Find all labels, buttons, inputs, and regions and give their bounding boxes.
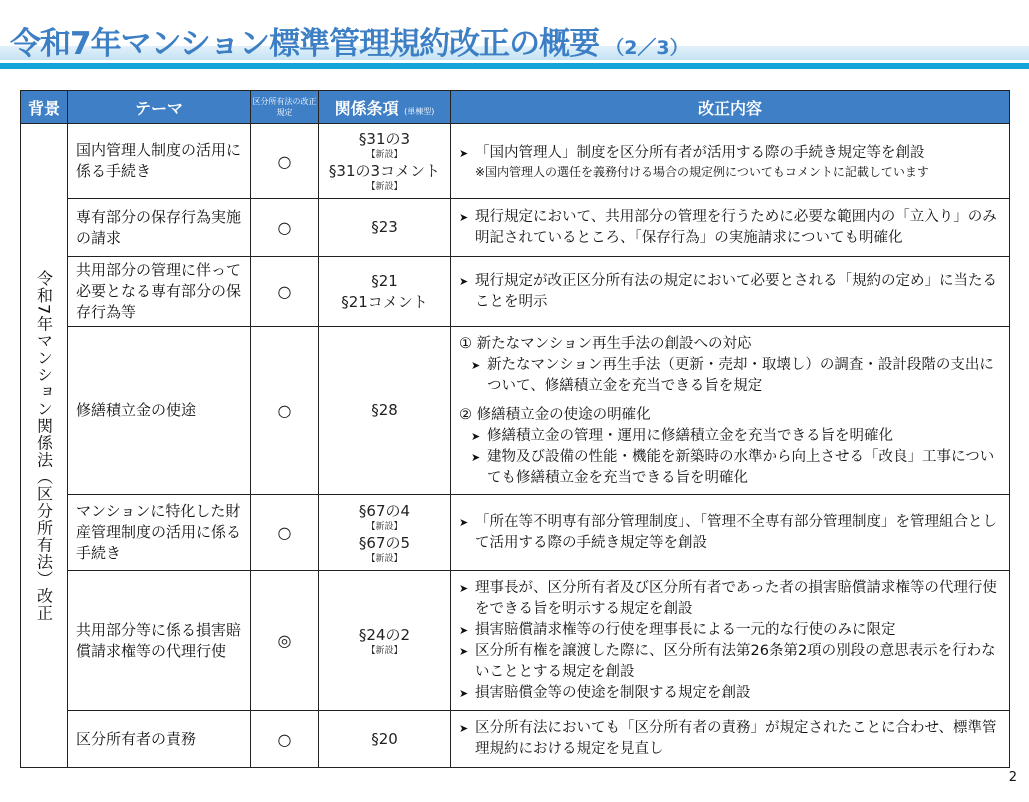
header-articles-label: 関係条項 [334,98,399,118]
page-number: 2 [1008,770,1017,785]
bullet-item [471,426,1001,447]
header-content: 改正内容 [451,91,1010,124]
article-label: §28 [371,401,398,419]
content-cell [451,711,1010,768]
law-mark: ○ [251,199,319,257]
new-badge: 【新設】 [366,521,403,532]
new-badge: 【新設】 [366,150,403,160]
title-sub: （2／3） [605,37,689,59]
theme-cell: 区分所有者の責務 [68,711,251,768]
bullet-arrow-icon: ➤ [459,644,469,658]
article-label: §21 [371,271,398,290]
bullet-text: 損害賠償金等の使途を制限する規定を創設 [475,684,751,701]
bullet-item [459,512,1001,554]
new-badge: 【新設】 [366,182,403,192]
content-note: ※国内管理人の選任を義務付ける場合の規定例についてもコメントに記載しています [475,164,929,179]
content-cell [451,327,1010,495]
articles-cell [319,199,451,257]
background-cell [21,124,68,768]
bullet-arrow-icon: ➤ [459,722,469,735]
bullet-text: 建物及び設備の性能・機能を新築時の水準から向上させる「改良」工事についても修繕積立金を充当できる旨を明確化 [487,449,995,486]
law-mark: ○ [251,711,319,768]
header-background: 背景 [21,91,68,124]
background-label: 令和7年マンション関係法（区分所有法）改正 [34,269,54,622]
header-articles-note: (単棟型) [404,106,435,116]
bullet-arrow-icon: ➤ [459,623,469,637]
law-mark: ○ [251,257,319,327]
bullet-item [459,207,1001,249]
content-cell [451,257,1010,327]
article-label: §21コメント [341,292,428,311]
law-mark: ◎ [251,571,319,711]
bullet-arrow-icon: ➤ [471,451,481,464]
bullet-text: 「所在等不明専有部分管理制度」、「管理不全専有部分管理制度」を管理組合として活用する際の手続き規定等を創設 [475,513,997,551]
bullet-text: 損害賠償請求権等の行使を理事長による一元的な行使のみに限定 [475,621,896,638]
title-main: 令和7年マンション標準管理規約改正の概要 [10,26,600,62]
table-row [21,327,1010,495]
header-law: 区分所有法の改正規定 [251,91,319,124]
bullet-item [459,641,1001,683]
table-row [21,711,1010,768]
table-row [21,124,1010,199]
bullet-arrow-icon: ➤ [459,274,469,288]
theme-cell: 修繕積立金の使途 [68,327,251,495]
section-items [459,355,1001,397]
new-badge: 【新設】 [366,645,403,656]
page-title [10,18,689,63]
new-badge: 【新設】 [366,553,403,564]
bullet-item [459,143,1001,164]
article-label: §23 [371,218,398,236]
theme-cell: 共用部分等に係る損害賠償請求権等の代理行使 [68,571,251,711]
content-section [459,405,1001,489]
law-mark: ○ [251,124,319,199]
theme-cell: マンションに特化した財産管理制度の活用に係る手続き [68,495,251,571]
bullet-item [459,718,1001,760]
section-heading: ① 新たなマンション再生手法の創設への対応 [459,336,752,352]
bullet-arrow-icon: ➤ [459,210,469,224]
content-cell [451,124,1010,199]
theme-cell: 国内管理人制度の活用に係る手続き [68,124,251,199]
bullet-text: 区分所有権を譲渡した際に、区分所有法第26条第2項の別段の意思表示を行わないこととする規定を創設 [475,642,996,680]
table-header-row [21,91,1010,124]
table-row [21,199,1010,257]
articles-cell [319,711,451,768]
bullet-text: 現行規定が改正区分所有法の規定において必要とされる「規約の定め」に当たることを明示 [475,272,997,310]
bullet-text: 修繕積立金の管理・運用に修繕積立金を充当できる旨を明確化 [487,428,893,444]
articles-cell [319,495,451,571]
articles-cell [319,327,451,495]
bullet-arrow-icon: ➤ [471,359,481,372]
bullet-item [459,578,1001,620]
articles-cell [319,571,451,711]
bullet-item [459,683,1001,704]
law-mark: ○ [251,327,319,495]
article-label: §31の3 [358,130,411,148]
theme-cell: 専有部分の保存行為実施の請求 [68,199,251,257]
article-label: §24の2 [358,625,411,644]
articles-cell [319,124,451,199]
articles-cell [319,257,451,327]
bullet-item [459,620,1001,641]
content-cell [451,199,1010,257]
article-label: §20 [371,729,398,748]
summary-table [20,90,1010,768]
content-cell [451,495,1010,571]
header-theme: テーマ [68,91,251,124]
bullet-text: 現行規定において、共用部分の管理を行うために必要な範囲内の「立入り」のみ明記されているところ、「保存行為」の実施請求についても明確化 [475,208,997,246]
bullet-text: 理事長が、区分所有者及び区分所有者であった者の損害賠償請求権等の代理行使をできる旨を明示する規定を創設 [475,579,997,617]
bullet-arrow-icon: ➤ [459,581,469,595]
article-label: §67の5 [358,533,411,552]
header-articles [319,91,451,124]
article-label: §67の4 [358,501,411,520]
bullet-arrow-icon: ➤ [471,430,481,443]
table-row [21,495,1010,571]
content-cell [451,571,1010,711]
section-items [459,426,1001,489]
bullet-text: 区分所有法においても「区分所有者の責務」が規定されたことに合わせ、標準管理規約における規定を見直し [475,720,997,757]
bullet-arrow-icon: ➤ [459,515,469,529]
table-row [21,571,1010,711]
bullet-text: 新たなマンション再生手法（更新・売却・取壊し）の調査・設計段階の支出について、修繕積立金を充当できる旨を規定 [487,357,994,394]
table-row [21,257,1010,327]
law-mark: ○ [251,495,319,571]
section-heading: ② 修繕積立金の使途の明確化 [459,407,651,423]
bullet-item [459,271,1001,313]
bullet-text: 「国内管理人」制度を区分所有者が活用する際の手続き規定等を創設 [475,144,925,161]
content-section [459,334,1001,397]
theme-cell: 共用部分の管理に伴って必要となる専有部分の保存行為等 [68,257,251,327]
title-underline [0,63,1029,69]
bullet-arrow-icon: ➤ [459,686,469,700]
bullet-arrow-icon: ➤ [459,146,469,160]
article-label: §31の3コメント [328,162,441,180]
bullet-item [471,447,1001,489]
bullet-item [471,355,1001,397]
